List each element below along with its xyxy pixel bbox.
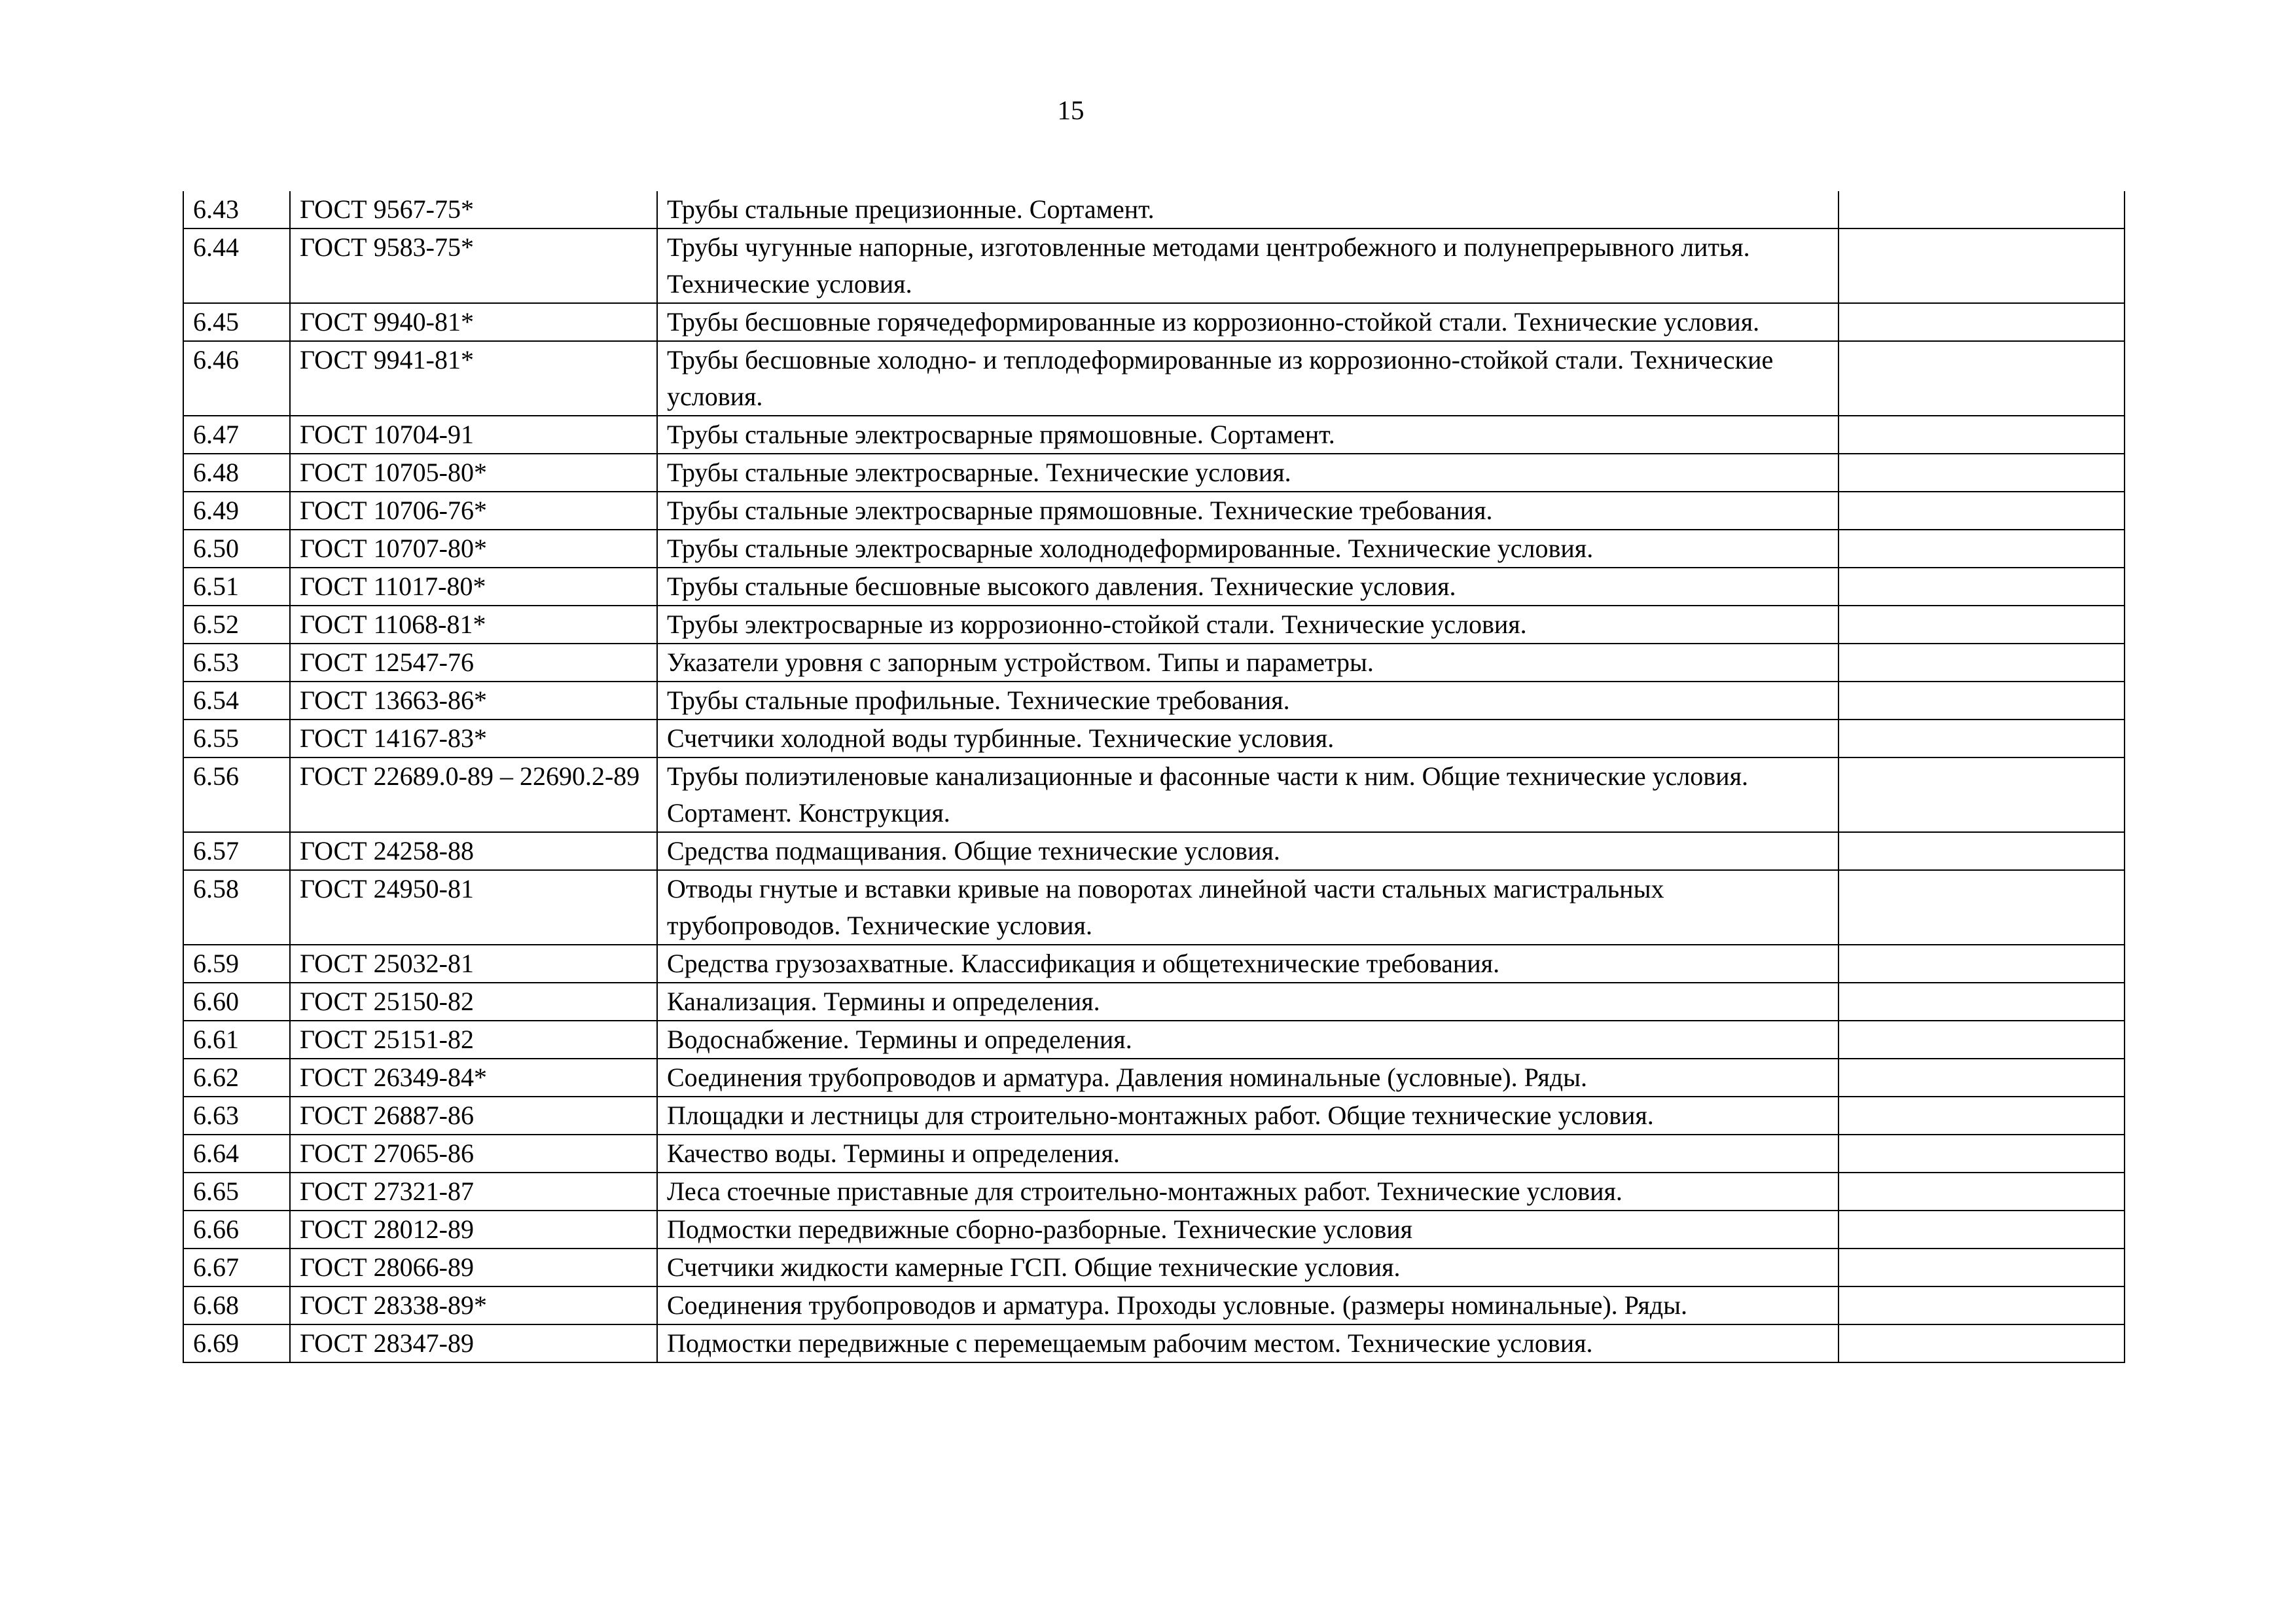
standard-code-cell: ГОСТ 28066-89 <box>290 1249 657 1286</box>
row-number-cell: 6.51 <box>183 568 290 606</box>
standard-title-cell: Трубы стальные электросварные прямошовные. Сортамент. <box>657 416 1839 454</box>
standard-code-cell: ГОСТ 24950-81 <box>290 870 657 945</box>
note-cell <box>1839 416 2125 454</box>
row-number-cell: 6.52 <box>183 606 290 644</box>
standard-title-cell: Подмостки передвижные с перемещаемым рабочим местом. Технические условия. <box>657 1324 1839 1362</box>
table-row <box>183 1021 2125 1059</box>
standard-title-cell: Трубы электросварные из коррозионно-стойкой стали. Технические условия. <box>657 606 1839 644</box>
note-cell <box>1839 1249 2125 1286</box>
note-cell <box>1839 644 2125 682</box>
table-row <box>183 454 2125 492</box>
table-row <box>183 1286 2125 1324</box>
standard-code-cell: ГОСТ 12547-76 <box>290 644 657 682</box>
standard-code-cell: ГОСТ 28012-89 <box>290 1211 657 1249</box>
table-row <box>183 1135 2125 1173</box>
row-number-cell: 6.44 <box>183 228 290 303</box>
standard-code-cell: ГОСТ 26349-84* <box>290 1059 657 1097</box>
standard-title-cell: Средства грузозахватные. Классификация и общетехнические требования. <box>657 945 1839 983</box>
row-number-cell: 6.59 <box>183 945 290 983</box>
row-number-cell: 6.56 <box>183 757 290 832</box>
note-cell <box>1839 1173 2125 1211</box>
note-cell <box>1839 303 2125 341</box>
row-number-cell: 6.47 <box>183 416 290 454</box>
standard-title-cell: Леса стоечные приставные для строительно-монтажных работ. Технические условия. <box>657 1173 1839 1211</box>
note-cell <box>1839 1286 2125 1324</box>
note-cell <box>1839 530 2125 568</box>
table-row <box>183 682 2125 720</box>
standards-table <box>183 191 2125 1363</box>
note-cell <box>1839 228 2125 303</box>
row-number-cell: 6.57 <box>183 832 290 870</box>
table-row <box>183 644 2125 682</box>
row-number-cell: 6.45 <box>183 303 290 341</box>
standard-code-cell: ГОСТ 10704-91 <box>290 416 657 454</box>
table-row <box>183 492 2125 530</box>
note-cell <box>1839 1059 2125 1097</box>
standard-code-cell: ГОСТ 24258-88 <box>290 832 657 870</box>
row-number-cell: 6.58 <box>183 870 290 945</box>
table-row <box>183 191 2125 228</box>
standard-title-cell: Водоснабжение. Термины и определения. <box>657 1021 1839 1059</box>
note-cell <box>1839 492 2125 530</box>
standard-code-cell: ГОСТ 28338-89* <box>290 1286 657 1324</box>
note-cell <box>1839 832 2125 870</box>
standard-title-cell: Трубы стальные профильные. Технические требования. <box>657 682 1839 720</box>
note-cell <box>1839 1097 2125 1135</box>
standard-title-cell: Трубы стальные бесшовные высокого давления. Технические условия. <box>657 568 1839 606</box>
note-cell <box>1839 606 2125 644</box>
table-row <box>183 757 2125 832</box>
table-row <box>183 945 2125 983</box>
standard-title-cell: Счетчики жидкости камерные ГСП. Общие технические условия. <box>657 1249 1839 1286</box>
standard-title-cell: Трубы полиэтиленовые канализационные и фасонные части к ним. Общие технические условия. Сортамент. Конструкция. <box>657 757 1839 832</box>
standard-code-cell: ГОСТ 25151-82 <box>290 1021 657 1059</box>
standard-title-cell: Канализация. Термины и определения. <box>657 983 1839 1021</box>
row-number-cell: 6.53 <box>183 644 290 682</box>
standard-code-cell: ГОСТ 11017-80* <box>290 568 657 606</box>
table-row <box>183 832 2125 870</box>
standard-title-cell: Трубы стальные электросварные холоднодеформированные. Технические условия. <box>657 530 1839 568</box>
standard-code-cell: ГОСТ 26887-86 <box>290 1097 657 1135</box>
standard-code-cell: ГОСТ 11068-81* <box>290 606 657 644</box>
note-cell <box>1839 1135 2125 1173</box>
standard-title-cell: Качество воды. Термины и определения. <box>657 1135 1839 1173</box>
row-number-cell: 6.61 <box>183 1021 290 1059</box>
standard-title-cell: Средства подмащивания. Общие технические условия. <box>657 832 1839 870</box>
note-cell <box>1839 945 2125 983</box>
note-cell <box>1839 1324 2125 1362</box>
standard-code-cell: ГОСТ 14167-83* <box>290 720 657 757</box>
row-number-cell: 6.67 <box>183 1249 290 1286</box>
table-row <box>183 530 2125 568</box>
standard-title-cell: Трубы стальные электросварные прямошовные. Технические требования. <box>657 492 1839 530</box>
table-row <box>183 1059 2125 1097</box>
standard-code-cell: ГОСТ 10707-80* <box>290 530 657 568</box>
table-row <box>183 870 2125 945</box>
table-row <box>183 416 2125 454</box>
note-cell <box>1839 983 2125 1021</box>
standard-code-cell: ГОСТ 22689.0-89 – 22690.2-89 <box>290 757 657 832</box>
note-cell <box>1839 682 2125 720</box>
standard-title-cell: Трубы стальные электросварные. Технические условия. <box>657 454 1839 492</box>
note-cell <box>1839 568 2125 606</box>
standard-code-cell: ГОСТ 9940-81* <box>290 303 657 341</box>
standard-code-cell: ГОСТ 27321-87 <box>290 1173 657 1211</box>
standard-code-cell: ГОСТ 25150-82 <box>290 983 657 1021</box>
row-number-cell: 6.46 <box>183 341 290 416</box>
table-row <box>183 720 2125 757</box>
standard-title-cell: Трубы бесшовные холодно- и теплодеформированные из коррозионно-стойкой стали. Технические условия. <box>657 341 1839 416</box>
table-row <box>183 1249 2125 1286</box>
standard-code-cell: ГОСТ 9567-75* <box>290 191 657 228</box>
row-number-cell: 6.65 <box>183 1173 290 1211</box>
standard-code-cell: ГОСТ 9941-81* <box>290 341 657 416</box>
row-number-cell: 6.43 <box>183 191 290 228</box>
standard-title-cell: Трубы стальные прецизионные. Сортамент. <box>657 191 1839 228</box>
note-cell <box>1839 757 2125 832</box>
standards-table-body <box>183 191 2125 1362</box>
table-row <box>183 1173 2125 1211</box>
table-row <box>183 303 2125 341</box>
standard-code-cell: ГОСТ 13663-86* <box>290 682 657 720</box>
standard-title-cell: Площадки и лестницы для строительно-монтажных работ. Общие технические условия. <box>657 1097 1839 1135</box>
standard-title-cell: Подмостки передвижные сборно-разборные. Технические условия <box>657 1211 1839 1249</box>
row-number-cell: 6.54 <box>183 682 290 720</box>
row-number-cell: 6.55 <box>183 720 290 757</box>
standard-code-cell: ГОСТ 27065-86 <box>290 1135 657 1173</box>
row-number-cell: 6.68 <box>183 1286 290 1324</box>
note-cell <box>1839 191 2125 228</box>
row-number-cell: 6.50 <box>183 530 290 568</box>
row-number-cell: 6.60 <box>183 983 290 1021</box>
standard-title-cell: Соединения трубопроводов и арматура. Давления номинальные (условные). Ряды. <box>657 1059 1839 1097</box>
standard-code-cell: ГОСТ 28347-89 <box>290 1324 657 1362</box>
standard-code-cell: ГОСТ 10705-80* <box>290 454 657 492</box>
standard-code-cell: ГОСТ 10706-76* <box>290 492 657 530</box>
standard-title-cell: Отводы гнутые и вставки кривые на поворотах линейной части стальных магистральных трубопроводов. Технические условия. <box>657 870 1839 945</box>
table-row <box>183 1211 2125 1249</box>
standard-code-cell: ГОСТ 9583-75* <box>290 228 657 303</box>
row-number-cell: 6.64 <box>183 1135 290 1173</box>
row-number-cell: 6.66 <box>183 1211 290 1249</box>
row-number-cell: 6.69 <box>183 1324 290 1362</box>
standard-title-cell: Трубы чугунные напорные, изготовленные методами центробежного и полунепрерывного литья. Технические условия. <box>657 228 1839 303</box>
table-row <box>183 983 2125 1021</box>
table-row <box>183 228 2125 303</box>
note-cell <box>1839 341 2125 416</box>
table-row <box>183 568 2125 606</box>
table-row <box>183 1324 2125 1362</box>
row-number-cell: 6.62 <box>183 1059 290 1097</box>
row-number-cell: 6.48 <box>183 454 290 492</box>
standard-title-cell: Счетчики холодной воды турбинные. Технические условия. <box>657 720 1839 757</box>
standard-title-cell: Трубы бесшовные горячедеформированные из коррозионно-стойкой стали. Технические условия. <box>657 303 1839 341</box>
table-row <box>183 341 2125 416</box>
table-row <box>183 606 2125 644</box>
row-number-cell: 6.63 <box>183 1097 290 1135</box>
note-cell <box>1839 720 2125 757</box>
note-cell <box>1839 1021 2125 1059</box>
note-cell <box>1839 870 2125 945</box>
note-cell <box>1839 454 2125 492</box>
row-number-cell: 6.49 <box>183 492 290 530</box>
standard-title-cell: Указатели уровня с запорным устройством. Типы и параметры. <box>657 644 1839 682</box>
page-number: 15 <box>1057 95 1085 125</box>
table-row <box>183 1097 2125 1135</box>
note-cell <box>1839 1211 2125 1249</box>
standard-title-cell: Соединения трубопроводов и арматура. Проходы условные. (размеры номинальные). Ряды. <box>657 1286 1839 1324</box>
standard-code-cell: ГОСТ 25032-81 <box>290 945 657 983</box>
